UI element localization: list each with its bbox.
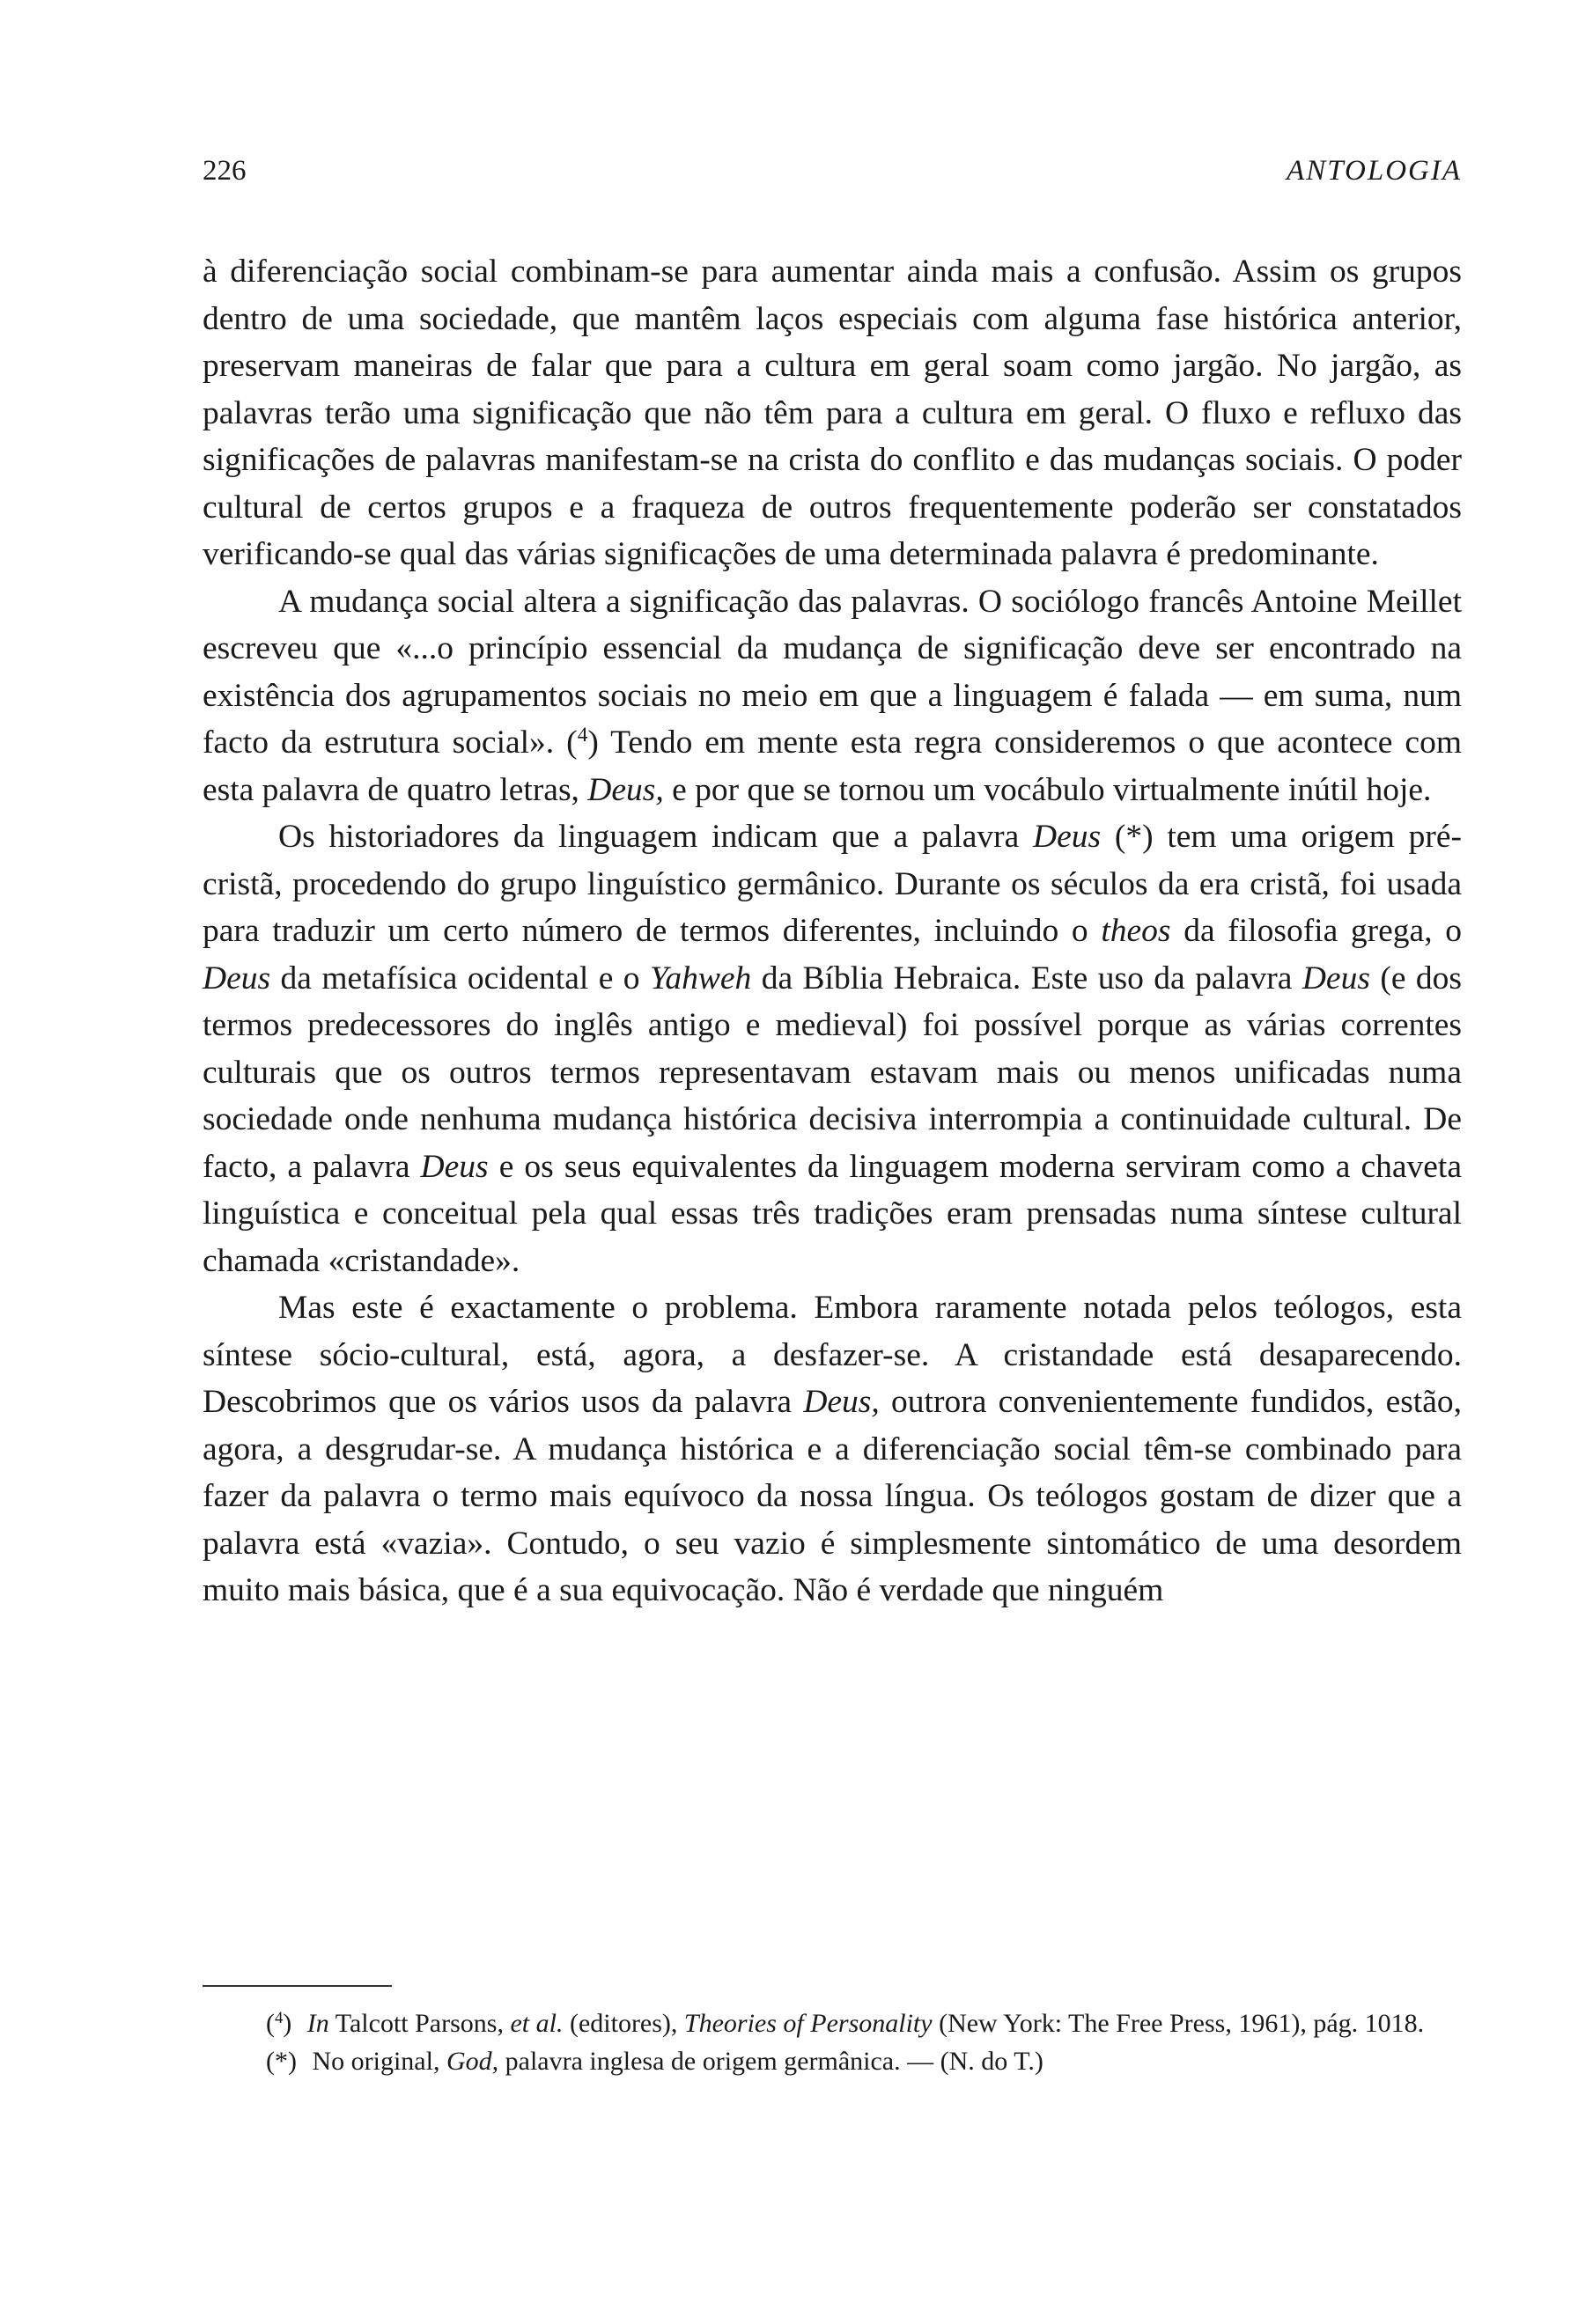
italic-text: Deus bbox=[1301, 960, 1370, 997]
text-run: da metafísica ocidental e o bbox=[270, 960, 650, 997]
text-run: ) Tendo em mente esta regra consideremos o que acontece com esta palavra de quatro letras, bbox=[203, 724, 1462, 808]
text-run: ( bbox=[266, 2009, 275, 2038]
text-run: à diferenciação social combinam-se para aumentar ainda mais a confusão. Assim os grupos dentro de uma sociedade, que mantêm laços especiais com alguma fase histórica anterior, preservam maneiras de falar que para a cultura em geral soam como jargão. No jargão, as palavras terão uma significação que não têm para a cultura em geral. O fluxo e refluxo das significações de palavras manifestam-se na crista do conflito e das mudanças sociais. O poder cultural de certos grupos e a fraqueza de outros frequentemente poderão ser constatados verificando-se qual das várias significações de uma determinada palavra é predominante. bbox=[203, 254, 1462, 572]
footnote-rule bbox=[203, 1985, 392, 1987]
footnote-ref: 4 bbox=[275, 2008, 284, 2027]
paragraph-4 bbox=[203, 1284, 1462, 1614]
footnote-mark: ) bbox=[283, 2009, 299, 2038]
text-run: A mudança social altera a significação das palavras. O sociólogo francês Antoine Meillet escreveu que «...o princípio essencial da mudança de significação deve ser encontrado na existência dos agrupamentos sociais no meio em que a linguagem é falada — em suma, num facto da estrutura social». ( bbox=[203, 583, 1462, 761]
text-run: (editores), bbox=[563, 2009, 684, 2038]
italic-text: Deus, bbox=[587, 771, 664, 808]
page-number: 226 bbox=[203, 155, 247, 187]
running-head: ANTOLOGIA bbox=[1287, 155, 1462, 187]
text-run: (e dos termos predecessores do inglês antigo e medieval) foi possível porque as várias correntes culturais que os outros termos representavam estavam mais ou menos unificadas numa sociedade onde nenhuma mudança histórica decisiva interrompia a continuidade cultural. De facto, a palavra bbox=[203, 960, 1463, 1185]
body-text bbox=[203, 248, 1462, 1614]
text-run: e por que se tornou um vocábulo virtualmente inútil hoje. bbox=[663, 771, 1432, 808]
italic-text: et al. bbox=[510, 2009, 564, 2038]
text-run: Os historiadores da linguagem indicam que a palavra bbox=[278, 819, 1034, 855]
text-run: palavra inglesa de origem germânica. — (N. do T.) bbox=[498, 2047, 1043, 2076]
footnote-4 bbox=[203, 2005, 1462, 2042]
italic-text: In bbox=[306, 2009, 329, 2038]
paragraph-3 bbox=[203, 813, 1462, 1284]
paragraph-2 bbox=[203, 578, 1462, 814]
italic-text: Deus bbox=[203, 960, 271, 997]
book-page bbox=[203, 0, 1462, 2324]
text-run: da Bíblia Hebraica. Este uso da palavra bbox=[751, 960, 1302, 997]
text-run: No original, bbox=[312, 2047, 446, 2076]
paragraph-1 bbox=[203, 248, 1462, 578]
italic-text: Theories of Personality bbox=[683, 2009, 933, 2038]
page-header bbox=[203, 155, 1462, 194]
text-run: outrora convenientemente fundidos, estão, agora, a desgrudar-se. A mudança histórica e a diferenciação social têm-se combinado para fazer da palavra o termo mais equívoco da nossa língua. Os teólogos gostam de dizer que a palavra está «vazia». Contudo, o seu vazio é simplesmente sintomático de uma desordem muito mais básica, que é a sua equivocação. Não é verdade que ninguém bbox=[203, 1384, 1462, 1608]
footnote-mark: (*) bbox=[266, 2047, 304, 2076]
footnote-asterisk bbox=[203, 2043, 1462, 2080]
italic-text: Yahweh bbox=[649, 960, 752, 997]
footnote-ref: 4 bbox=[577, 724, 588, 747]
text-run: Talcott Parsons, bbox=[328, 2009, 511, 2038]
text-run: e os seus equivalentes da linguagem moderna serviram como a chaveta linguística e conceitual pela qual essas três tradições eram prensadas numa síntese cultural chamada «cristandade». bbox=[203, 1148, 1463, 1279]
footnotes bbox=[203, 2005, 1462, 2080]
italic-text: Deus bbox=[1033, 819, 1102, 855]
text-run: (New York: The Free Press, 1961), pág. 1018. bbox=[932, 2009, 1425, 2038]
italic-text: Deus bbox=[420, 1148, 489, 1185]
italic-text: theos bbox=[1101, 913, 1171, 949]
italic-text: God, bbox=[446, 2047, 499, 2076]
italic-text: Deus, bbox=[803, 1384, 880, 1420]
text-run: da filosofia grega, o bbox=[1170, 913, 1462, 949]
text-run: (*) tem uma origem pré-cristã, procedendo do grupo linguístico germânico. Durante os séculos da era cristã, foi usada para traduzir um certo número de termos diferentes, incluindo o bbox=[203, 819, 1462, 949]
text-run: Mas este é exactamente o problema. Embora raramente notada pelos teólogos, esta síntese sócio-cultural, está, agora, a desfazer-se. A cristandade está desaparecendo. Descobrimos que os vários usos da palavra bbox=[203, 1290, 1462, 1420]
